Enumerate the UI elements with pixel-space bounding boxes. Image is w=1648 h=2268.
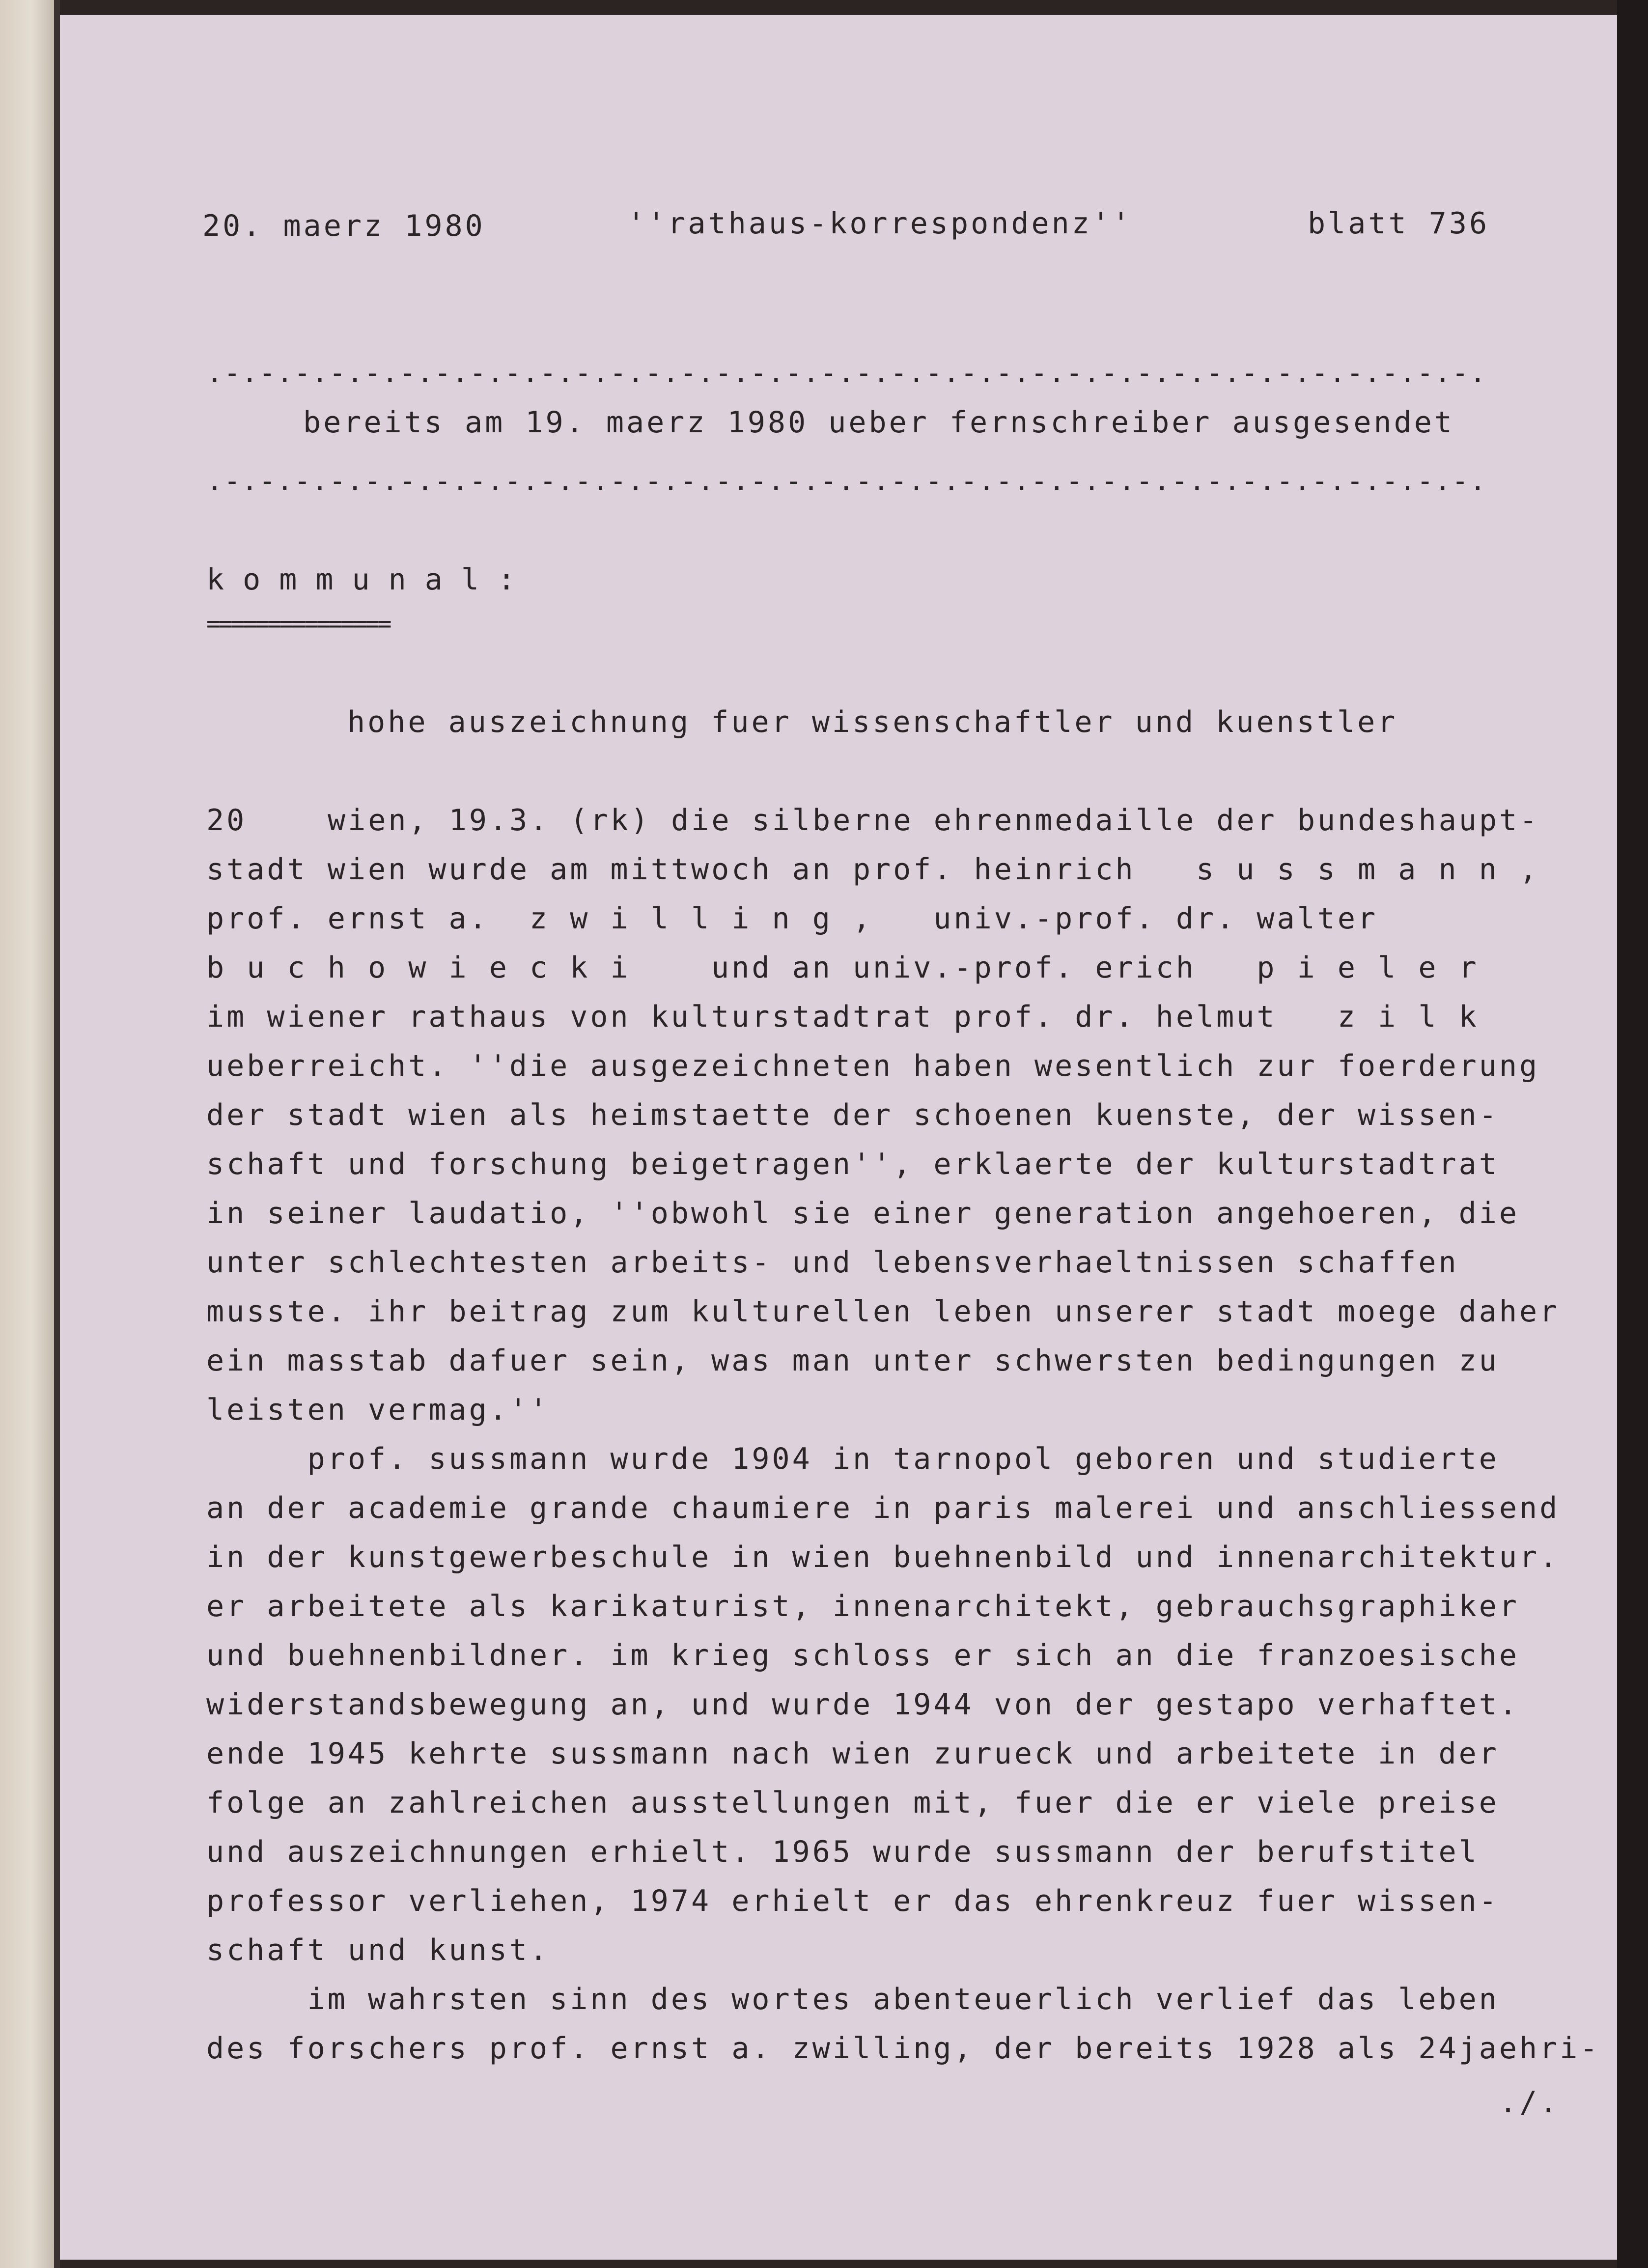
article-line: ein masstab dafuer sein, was man unter schwersten bedingungen zu [206,1344,1499,1378]
header-publication: ''rathaus-korrespondenz'' [627,206,1133,241]
article-line: professor verliehen, 1974 erhielt er das ehrenkreuz fuer wissen- [206,1884,1499,1918]
article-line: in der kunstgewerbeschule in wien buehnenbild und innenarchitektur. [206,1540,1560,1574]
article-line: widerstandsbewegung an, und wurde 1944 von der gestapo verhaftet. [206,1687,1519,1722]
page-edge-shadow [1617,0,1648,2268]
section-underline: =============== [206,610,390,638]
article-line: und buehnenbildner. im krieg schloss er sich an die franzoesische [206,1638,1519,1673]
article-line: stadt wien wurde am mittwoch an prof. heinrich s u s s m a n n , [206,852,1540,887]
article-line: und auszeichnungen erhielt. 1965 wurde sussmann der berufstitel [206,1835,1479,1869]
article-line: prof. ernst a. z w i l l i n g , univ.-prof. dr. walter [206,901,1378,936]
article-headline: hohe auszeichnung fuer wissenschaftler und kuenstler [347,705,1398,739]
article-line: wien, 19.3. (rk) die silberne ehrenmedaille der bundeshaupt- [328,803,1540,838]
book-binding [0,0,58,2268]
article-line: prof. sussmann wurde 1904 in tarnopol geboren und studierte [206,1442,1499,1476]
article-line: an der academie grande chaumiere in paris malerei und anschliessend [206,1491,1560,1525]
document-page [60,15,1617,2260]
article-line: der stadt wien als heimstaette der schoenen kuenste, der wissen- [206,1098,1499,1132]
article-line: schaft und forschung beigetragen'', erklaerte der kulturstadtrat [206,1147,1499,1181]
article-line: leisten vermag.'' [206,1393,550,1427]
article-line: ueberreicht. ''die ausgezeichneten haben wesentlich zur foerderung [206,1049,1540,1083]
article-line: musste. ihr beitrag zum kulturellen leben unserer stadt moege daher [206,1294,1560,1329]
article-line: ende 1945 kehrte sussmann nach wien zurueck und arbeitete in der [206,1736,1499,1771]
article-line: schaft und kunst. [206,1933,550,1967]
separator-line-top: .-.-.-.-.-.-.-.-.-.-.-.-.-.-.-.-.-.-.-.-.-.-.-.-.-.-.-.-.-.-.-.-.-.-.-.-. [206,357,1487,389]
article-line: im wahrsten sinn des wortes abenteuerlich verlief das leben [206,1982,1499,2016]
header-sheet-number: blatt 736 [1308,206,1490,241]
separator-line-bottom: .-.-.-.-.-.-.-.-.-.-.-.-.-.-.-.-.-.-.-.-.-.-.-.-.-.-.-.-.-.-.-.-.-.-.-.-. [206,465,1487,497]
article-line: in seiner laudatio, ''obwohl sie einer generation angehoeren, die [206,1196,1519,1231]
article-line: des forschers prof. ernst a. zwilling, der bereits 1928 als 24jaehri- [206,2031,1600,2066]
binding-gutter [54,0,60,2268]
article-line: b u c h o w i e c k i und an univ.-prof. erich p i e l e r [206,951,1479,985]
item-number: 20 [206,803,247,838]
article-line: er arbeitete als karikaturist, innenarchitekt, gebrauchsgraphiker [206,1589,1519,1624]
article-line: folge an zahlreichen ausstellungen mit, fuer die er viele preise [206,1786,1499,1820]
transmission-note: bereits am 19. maerz 1980 ueber fernschreiber ausgesendet [303,405,1455,440]
continuation-mark: ./. [1499,2085,1560,2120]
article-line: im wiener rathaus von kulturstadtrat prof. dr. helmut z i l k [206,1000,1479,1034]
article-line: unter schlechtesten arbeits- und lebensverhaeltnissen schaffen [206,1245,1459,1280]
section-label: kommunal: [206,562,534,597]
header-date: 20. maerz 1980 [202,209,485,243]
